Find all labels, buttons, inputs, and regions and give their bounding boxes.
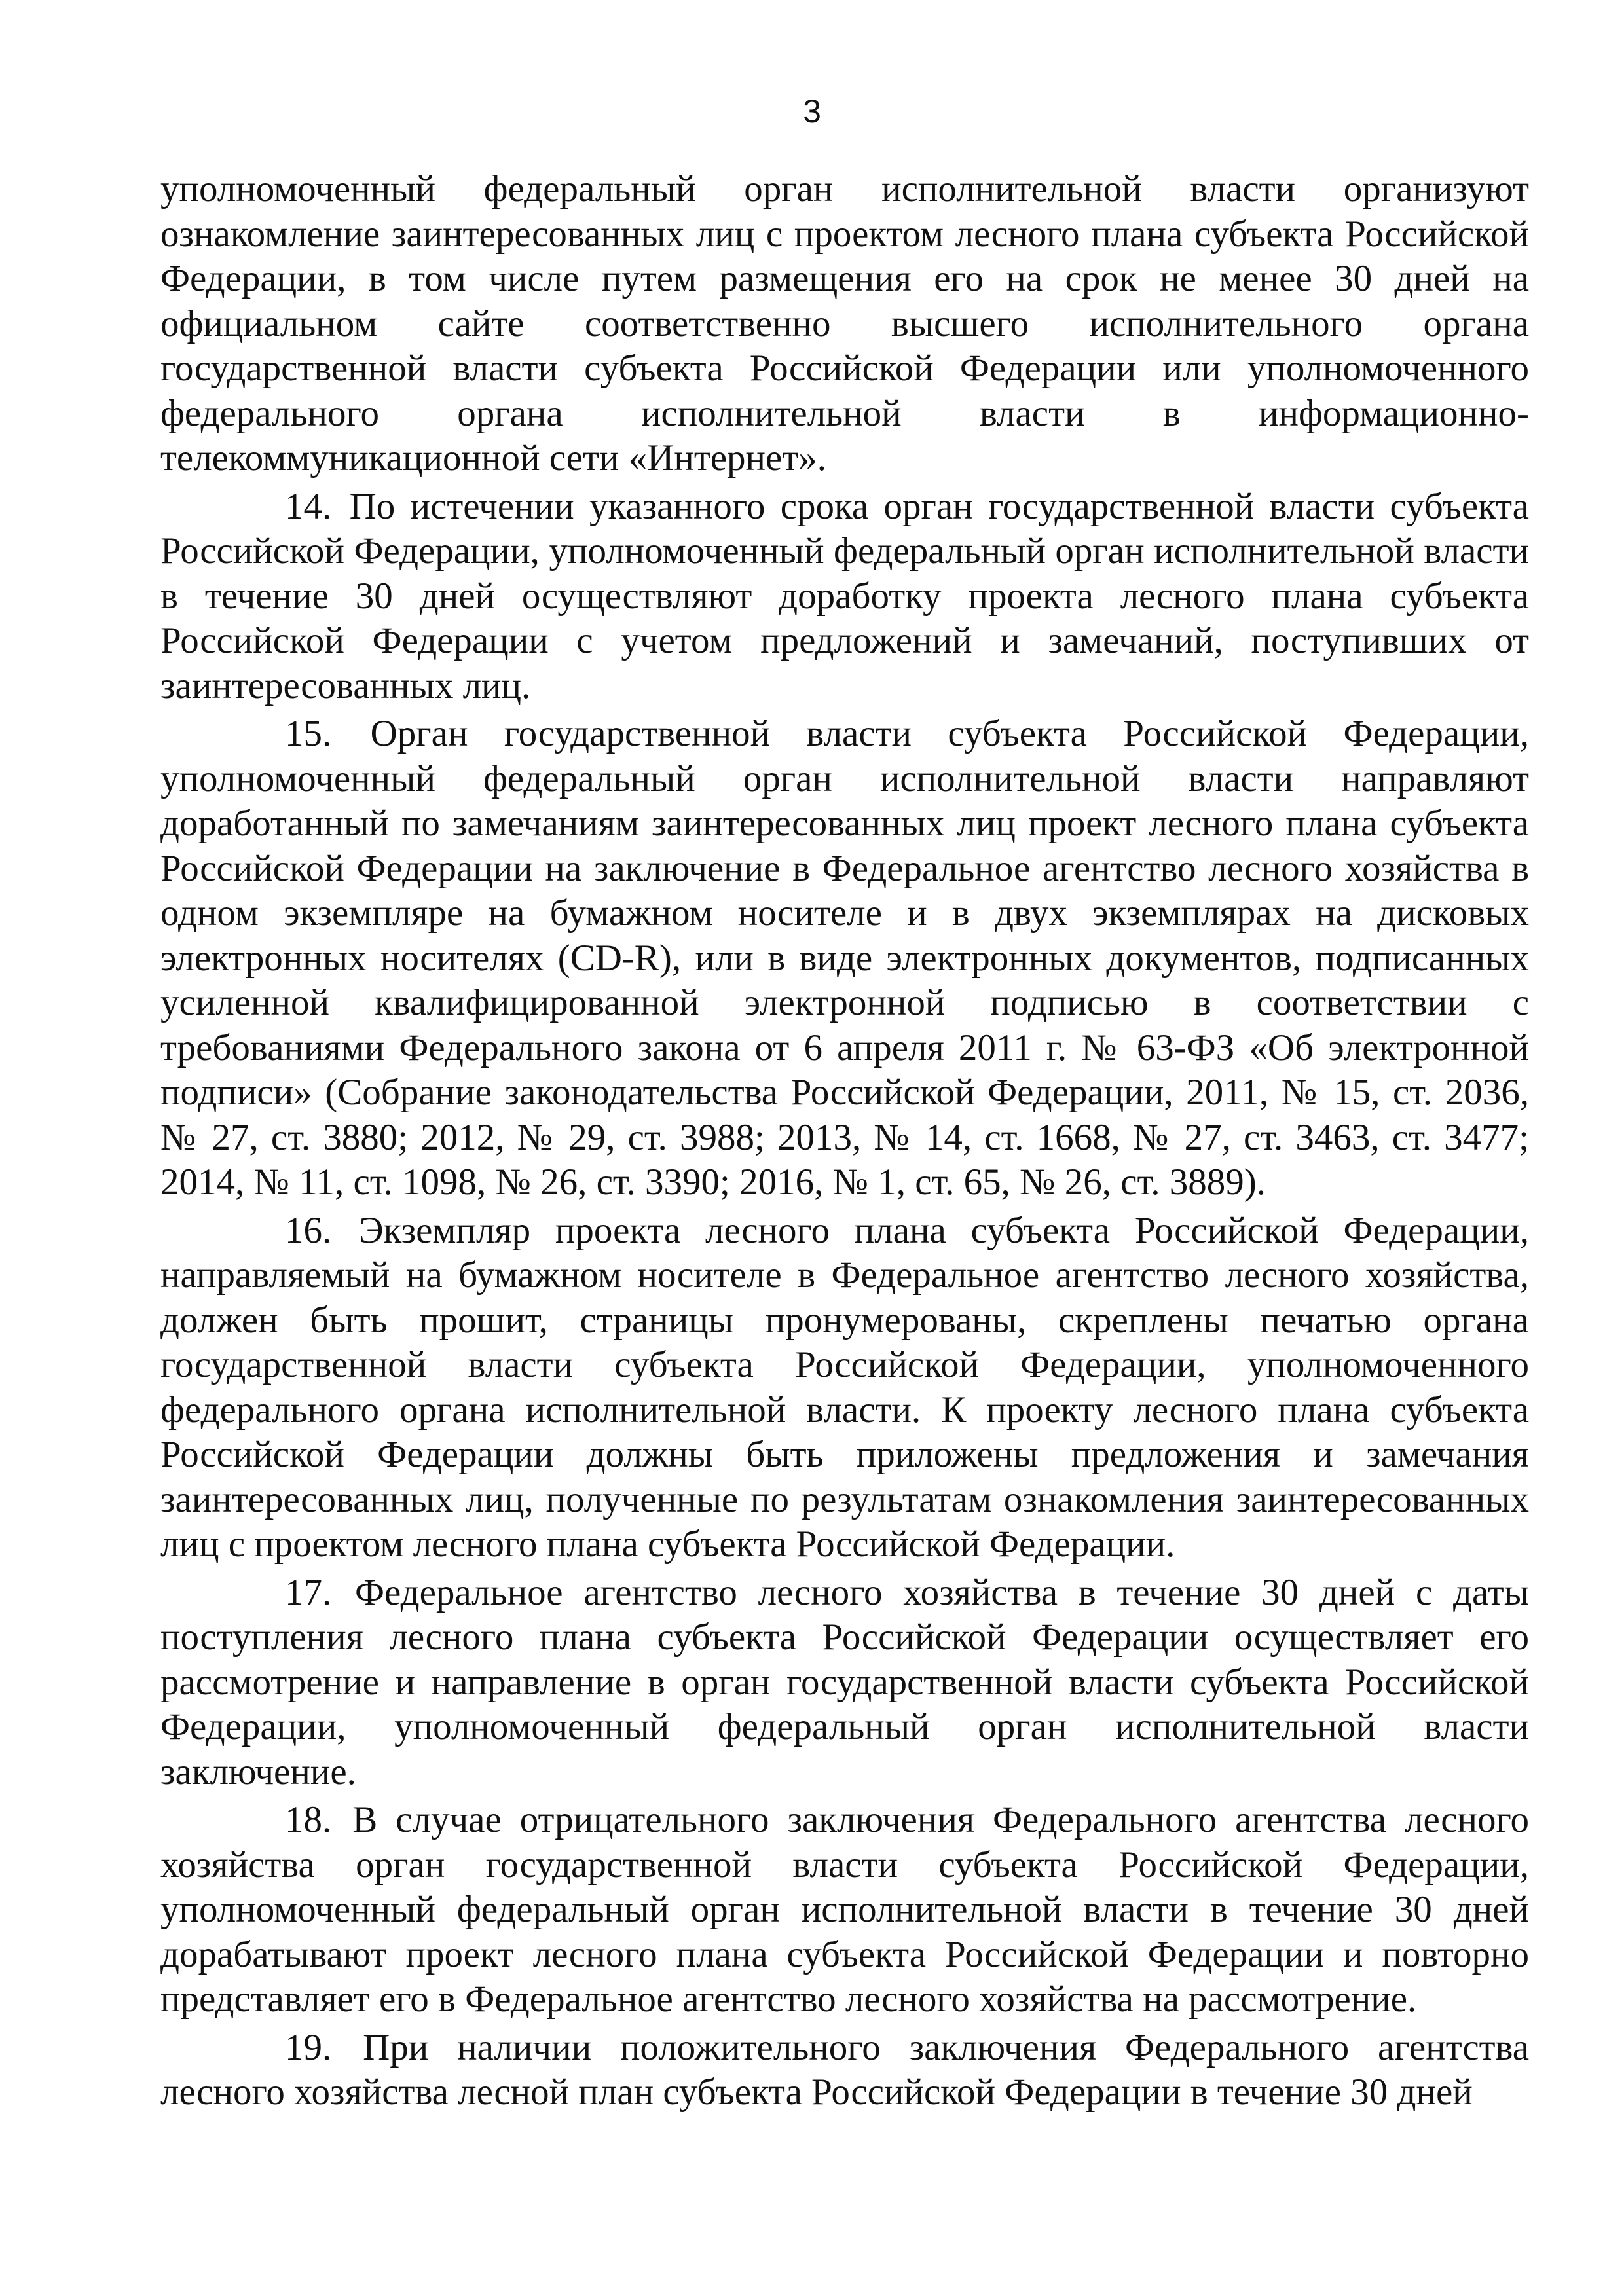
paragraph-14	[160, 484, 1529, 709]
paragraph-number: 15.	[285, 713, 332, 754]
paragraph-text: Орган государственной власти субъекта Российской Федерации, уполномоченный федеральный орган исполнительной власти направляют доработанный по замечаниям заинтересованных лиц проект лесного плана субъекта Российской Федерации на заключение в Федеральное агентство лесного хозяйства в одном экземпляре на бумажном носителе и в двух экземплярах на дисковых электронных носителях (CD-R), или в виде электронных документов, подписанных усиленной квалифицированной электронной подписью в соответствии с требованиями Федерального закона от 6 апреля 2011 г. № 63-ФЗ «Об электронной подписи» (Собрание законодательства Российской Федерации, 2011, № 15, ст. 2036, № 27, ст. 3880; 2012, № 29, ст. 3988; 2013, № 14, ст. 1668, № 27, ст. 3463, ст. 3477; 2014, № 11, ст. 1098, № 26, ст. 3390; 2016, № 1, ст. 65, № 26, ст. 3889).	[160, 713, 1529, 1203]
paragraph-text: Федеральное агентство лесного хозяйства в течение 30 дней с даты поступления лесного плана субъекта Российской Федерации осуществляет его рассмотрение и направление в орган государственной власти субъекта Российской Федерации, уполномоченный федеральный орган исполнительной власти заключение.	[160, 1571, 1530, 1793]
paragraph-text: По истечении указанного срока орган государственной власти субъекта Российской Федерации, уполномоченный федеральный орган исполнительной власти в течение 30 дней осуществляют доработку проекта лесного плана субъекта Российской Федерации с учетом предложений и замечаний, поступивших от заинтересованных лиц.	[160, 485, 1529, 706]
paragraph-number: 19.	[285, 2026, 332, 2068]
paragraph-text: Экземпляр проекта лесного плана субъекта Российской Федерации, направляемый на бумажном носителе в Федеральное агентство лесного хозяйства, должен быть прошит, страницы пронумерованы, скреплены печатью органа государственной власти субъекта Российской Федерации, уполномоченного федерального органа исполнительной власти. К проекту лесного плана субъекта Российской Федерации должны быть приложены предложения и замечания заинтересованных лиц, полученные по результатам ознакомления заинтересованных лиц с проектом лесного плана субъекта Российской Федерации.	[160, 1209, 1529, 1565]
paragraph-18	[160, 1798, 1529, 2022]
paragraph-13-continuation	[160, 167, 1529, 481]
paragraph-number: 17.	[285, 1571, 332, 1613]
page-number: 3	[803, 93, 821, 130]
paragraph-text: В случае отрицательного заключения Федерального агентства лесного хозяйства орган государственной власти субъекта Российской Федерации, уполномоченный федеральный орган исполнительной власти в течение 30 дней дорабатывают проект лесного плана субъекта Российской Федерации и повторно представляет его в Федеральное агентство лесного хозяйства на рассмотрение.	[160, 1799, 1529, 2020]
document-body	[160, 167, 1529, 2119]
paragraph-19	[160, 2026, 1529, 2115]
paragraph-17	[160, 1571, 1529, 1795]
paragraph-text: уполномоченный федеральный орган исполнительной власти организуют ознакомление заинтересованных лиц с проектом лесного плана субъекта Российской Федерации, в том числе путем размещения его на срок не менее 30 дней на официальном сайте соответственно высшего исполнительного органа государственной власти субъекта Российской Федерации или уполномоченного федерального органа исполнительной власти в информационно-телекоммуникационной сети «Интернет».	[160, 168, 1529, 479]
paragraph-number: 18.	[285, 1799, 332, 1840]
paragraph-number: 16.	[285, 1209, 332, 1251]
paragraph-16	[160, 1209, 1529, 1567]
paragraph-15	[160, 712, 1529, 1205]
paragraph-number: 14.	[285, 485, 332, 527]
paragraph-text: При наличии положительного заключения Федерального агентства лесного хозяйства лесной план субъекта Российской Федерации в течение 30 дней	[160, 2026, 1529, 2113]
